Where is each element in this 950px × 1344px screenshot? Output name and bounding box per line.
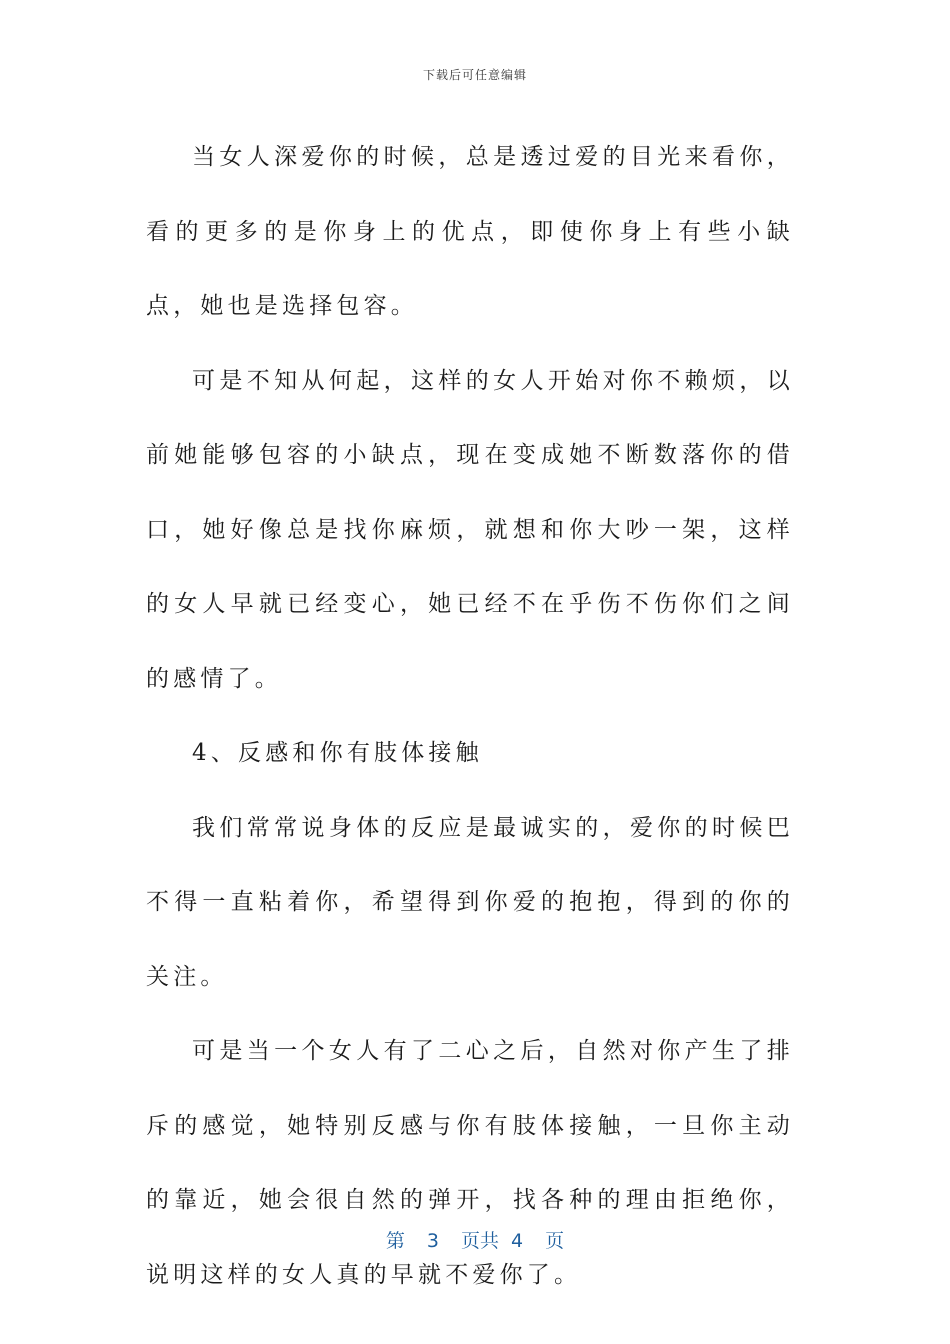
page-suffix: 页 <box>545 1230 565 1252</box>
section-heading: 4、反感和你有肢体接触 <box>192 740 483 766</box>
header-note: 下载后可任意编辑 <box>422 68 527 82</box>
page-footer <box>0 1226 950 1253</box>
paragraph-2: 可是不知从何起，这样的女人开始对你不赖烦，以前她能够包容的小缺点，现在变成她不断数落你的借口，她好像总是找你麻烦，就想和你大吵一架，这样的女人早就已经变心，她已经不在乎伤不伤你们之间的感情了。 <box>146 367 794 692</box>
paragraph-3: 我们常常说身体的反应是最诚实的，爱你的时候巴不得一直粘着你，希望得到你爱的抱抱，得到的你的关注。 <box>146 814 794 990</box>
paragraph-4: 可是当一个女人有了二心之后，自然对你产生了排斥的感觉，她特别反感与你有肢体接触，一旦你主动的靠近，她会很自然的弹开，找各种的理由拒绝你，说明这样的女人真的早就不爱你了。 <box>146 1038 794 1288</box>
total-pages-number: 4 <box>511 1230 524 1252</box>
document-body <box>146 120 794 1312</box>
current-page-number: 3 <box>426 1230 439 1252</box>
paragraph-1: 当女人深爱你的时候，总是透过爱的目光来看你，看的更多的是你身上的优点，即使你身上有些小缺点，她也是选择包容。 <box>146 144 794 319</box>
page-prefix: 第 <box>385 1230 405 1252</box>
page-middle: 页共 <box>460 1230 499 1252</box>
